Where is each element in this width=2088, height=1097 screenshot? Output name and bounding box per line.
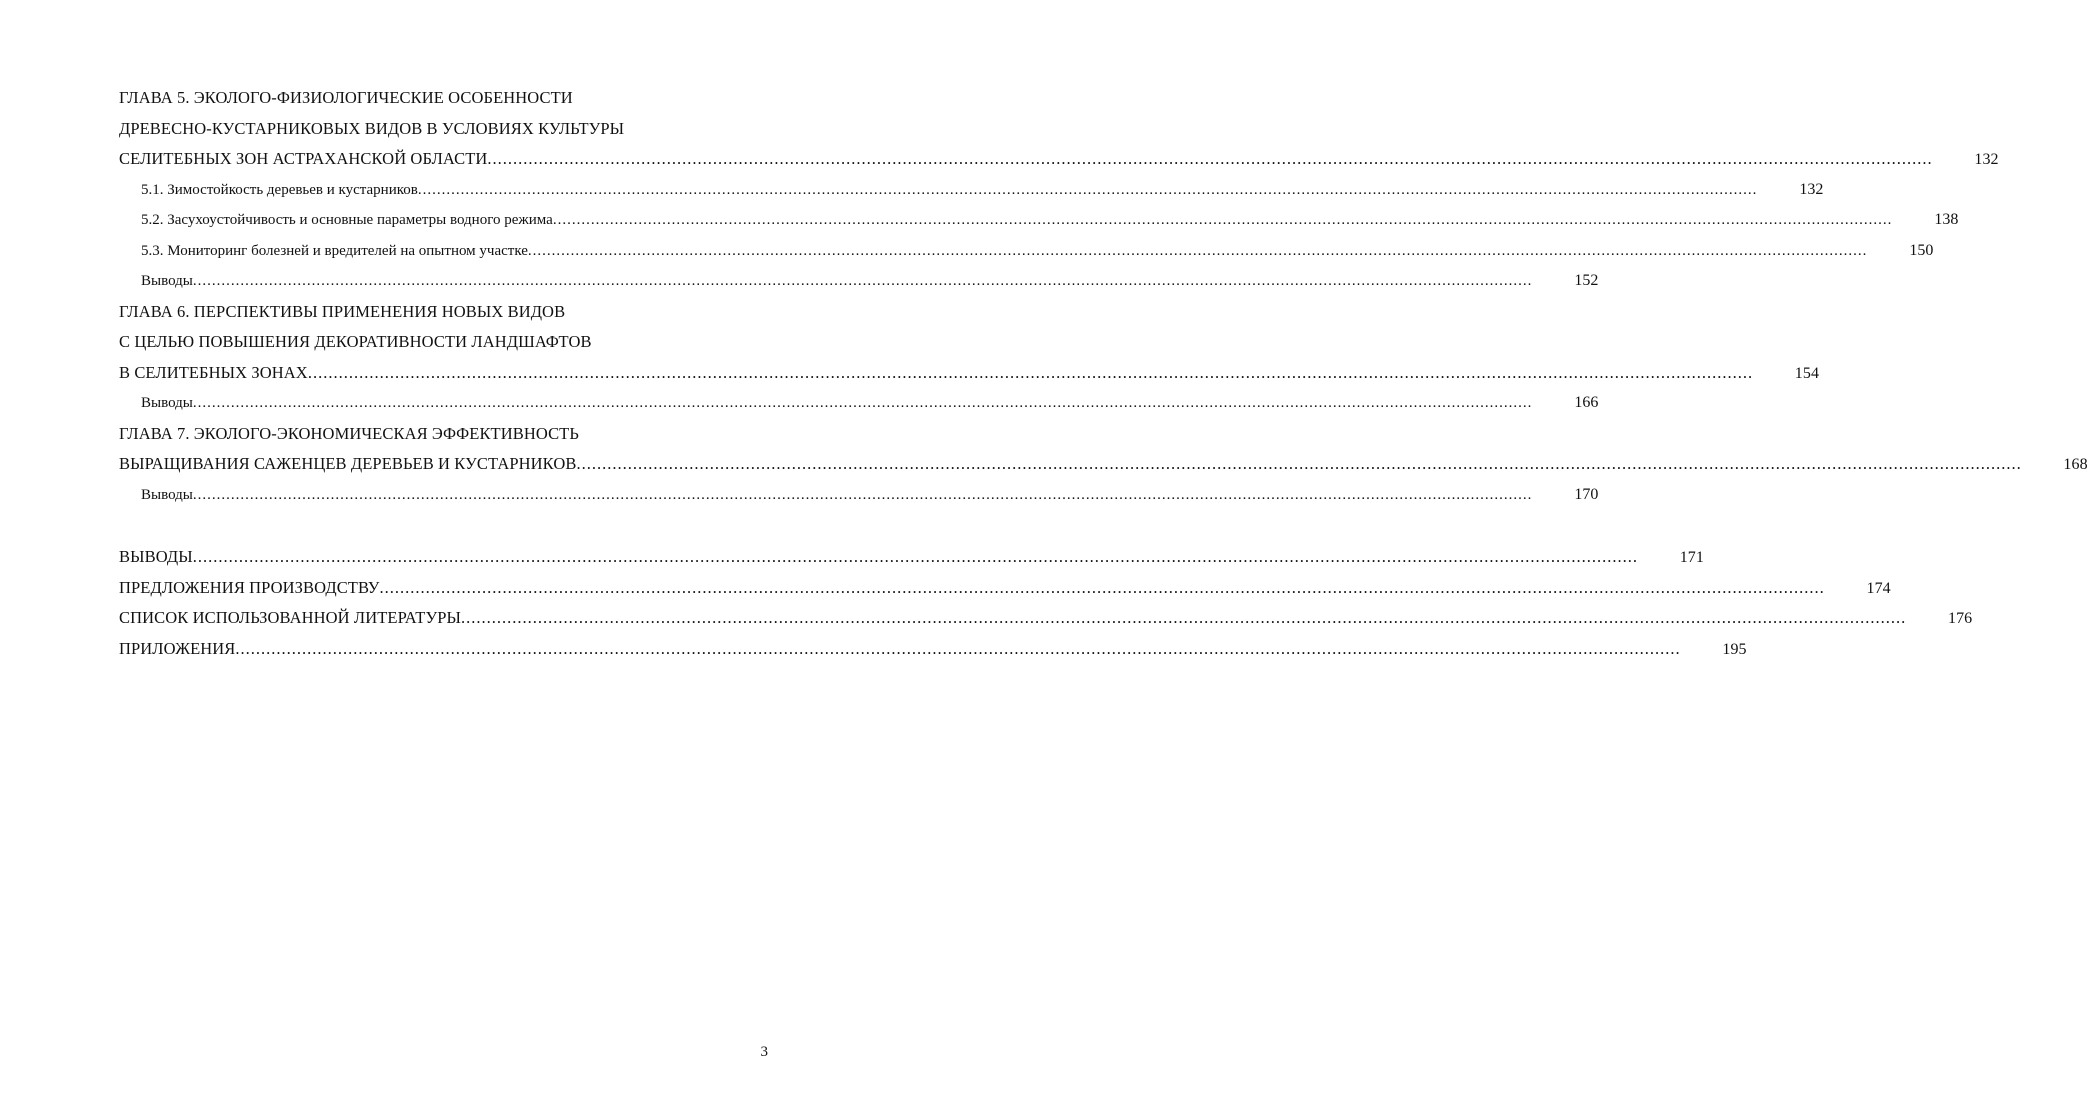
chapter-6-entry[interactable]	[119, 358, 1820, 389]
dot-leader	[553, 205, 1893, 236]
chapter-7-conclusions-entry[interactable]	[119, 480, 1599, 511]
references-entry[interactable]	[119, 603, 1973, 634]
dot-leader	[308, 358, 1753, 389]
dot-leader	[576, 449, 2021, 480]
section-5-1-entry[interactable]	[119, 175, 1824, 206]
chapter-5-conclusions-label: Выводы	[141, 273, 193, 289]
dot-leader	[193, 542, 1638, 573]
section-spacer	[119, 510, 767, 542]
appendices-page: 195	[1722, 640, 1747, 658]
chapter-7-conclusions-label: Выводы	[141, 486, 193, 503]
dot-leader	[193, 480, 1533, 511]
table-of-contents	[119, 83, 2088, 664]
appendices-label: ПРИЛОЖЕНИЯ	[119, 638, 236, 658]
chapter-7-page: 168	[2063, 456, 2088, 473]
chapter-6-conclusions-entry[interactable]	[119, 388, 1599, 419]
chapter-7-entry[interactable]	[119, 449, 2088, 480]
section-5-1-page: 132	[1799, 180, 1824, 198]
dot-leader	[235, 634, 1680, 665]
conclusions-page: 171	[1679, 549, 1704, 566]
production-proposals-page: 174	[1866, 579, 1891, 597]
dot-leader	[193, 266, 1533, 297]
dot-leader	[193, 388, 1533, 419]
dot-leader	[380, 573, 1825, 604]
chapter-5-entry[interactable]	[119, 144, 1999, 175]
dot-leader	[461, 603, 1906, 634]
section-5-1-label: 5.1. Зимостойкость деревьев и кустарников	[141, 181, 418, 198]
chapter-6-page: 154	[1794, 364, 1820, 382]
chapter-5-title-line-2: ДРЕВЕСНО-КУСТАРНИКОВЫХ ВИДОВ В УСЛОВИЯХ КУЛЬТУРЫ	[119, 118, 625, 138]
section-5-2-entry[interactable]	[119, 205, 1959, 236]
chapter-5-title-line-1: ГЛАВА 5. ЭКОЛОГО-ФИЗИОЛОГИЧЕСКИЕ ОСОБЕННОСТИ	[119, 88, 573, 107]
chapter-6-conclusions-label: Выводы	[141, 395, 193, 411]
production-proposals-entry[interactable]	[119, 573, 1891, 604]
production-proposals-label: ПРЕДЛОЖЕНИЯ ПРОИЗВОДСТВУ	[119, 577, 380, 597]
section-5-3-page: 150	[1909, 241, 1934, 259]
chapter-5-conclusions-page: 152	[1574, 272, 1599, 289]
chapter-6-title-line-3: В СЕЛИТЕБНЫХ ЗОНАХ	[119, 362, 308, 382]
conclusions-label: ВЫВОДЫ	[119, 547, 193, 566]
page-number: 3	[760, 1044, 768, 1060]
section-5-3-label: 5.3. Мониторинг болезней и вредителей на опытном участке	[141, 242, 528, 259]
chapter-7-conclusions-page: 170	[1574, 485, 1599, 503]
chapter-6-title-line-2: С ЦЕЛЬЮ ПОВЫШЕНИЯ ДЕКОРАТИВНОСТИ ЛАНДШАФТОВ	[119, 332, 592, 351]
chapter-6-title-line-1: ГЛАВА 6. ПЕРСПЕКТИВЫ ПРИМЕНЕНИЯ НОВЫХ ВИДОВ	[119, 301, 566, 321]
references-page: 176	[1947, 610, 1973, 627]
chapter-7-title-line-1: ГЛАВА 7. ЭКОЛОГО-ЭКОНОМИЧЕСКАЯ ЭФФЕКТИВНОСТЬ	[119, 423, 579, 443]
dot-leader	[487, 144, 1932, 175]
references-label: СПИСОК ИСПОЛЬЗОВАННОЙ ЛИТЕРАТУРЫ	[119, 608, 462, 627]
chapter-6-conclusions-page: 166	[1574, 394, 1599, 411]
section-5-2-label: 5.2. Засухоустойчивость и основные параметры водного режима	[141, 212, 553, 228]
appendices-entry[interactable]	[119, 634, 1747, 665]
chapter-5-conclusions-entry[interactable]	[119, 266, 1599, 297]
section-5-2-page: 138	[1934, 211, 1959, 228]
dot-leader	[528, 236, 1868, 267]
dot-leader	[418, 175, 1758, 206]
conclusions-entry[interactable]	[119, 542, 1704, 573]
section-5-3-entry[interactable]	[119, 236, 1934, 267]
chapter-5-title-line-3: СЕЛИТЕБНЫХ ЗОН АСТРАХАНСКОЙ ОБЛАСТИ	[119, 149, 488, 168]
chapter-7-title-line-2: ВЫРАЩИВАНИЯ САЖЕНЦЕВ ДЕРЕВЬЕВ И КУСТАРНИКОВ	[119, 454, 577, 473]
chapter-5-page: 132	[1974, 151, 1999, 168]
